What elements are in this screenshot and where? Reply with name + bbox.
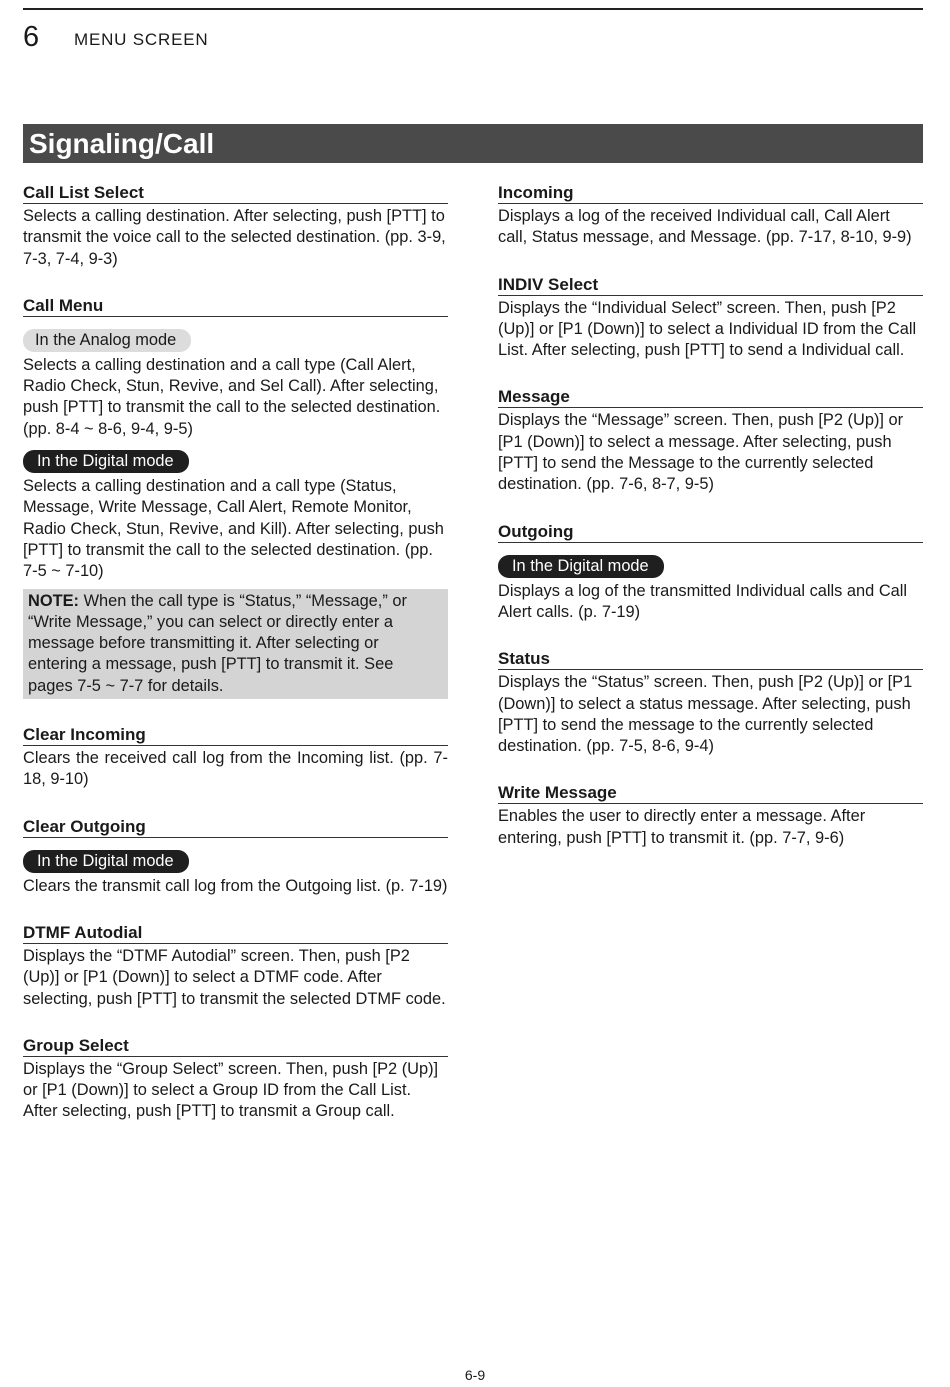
clear-outgoing-heading: Clear Outgoing [23, 816, 448, 838]
section-banner: Signaling/Call [23, 124, 923, 163]
indiv-select-section [498, 274, 923, 362]
call-menu-digital-description: Selects a calling destination and a call type (Status, Message, Write Message, Call Alert, Remote Monitor, Radio Check, Stun, Revive, and Kill). After selecting, push [PTT] to transmit the call to the selected destination. (pp. 7-5 ~ 7-10) [23, 477, 444, 581]
group-select-section [23, 1035, 448, 1123]
digital-mode-badge: In the Digital mode [23, 450, 189, 473]
dtmf-autodial-heading: DTMF Autodial [23, 922, 448, 944]
call-menu-heading: Call Menu [23, 295, 448, 317]
clear-outgoing-description: Clears the transmit call log from the Outgoing list. (p. 7-19) [23, 876, 448, 895]
group-select-description: Displays the “Group Select” screen. Then, push [P2 (Up)] or [P1 (Down)] to select a Group ID from the Call List. After selecting, push [PTT] to transmit a Group call. [23, 1059, 439, 1121]
right-column [498, 182, 923, 874]
status-heading: Status [498, 648, 923, 670]
call-menu-section [23, 295, 448, 699]
dtmf-autodial-description: Displays the “DTMF Autodial” screen. Then, push [P2 (Up)] or [P1 (Down)] to select a DTMF code. After selecting, push [PTT] to transmit the selected DTMF code. [23, 946, 446, 1008]
indiv-select-heading: INDIV Select [498, 274, 923, 296]
outgoing-section [498, 521, 923, 624]
incoming-heading: Incoming [498, 182, 923, 204]
message-description: Displays the “Message” screen. Then, push [P2 (Up)] or [P1 (Down)] to select a message. After selecting, push [PTT] to send the Message to the currently selected destination. (pp. 7-6, 8-7, 9-5) [498, 411, 904, 494]
outgoing-heading: Outgoing [498, 521, 923, 543]
message-section [498, 386, 923, 495]
write-message-section [498, 782, 923, 849]
clear-incoming-heading: Clear Incoming [23, 724, 448, 746]
incoming-section [498, 182, 923, 249]
status-section [498, 648, 923, 757]
indiv-select-description: Displays the “Individual Select” screen. Then, push [P2 (Up)] or [P1 (Down)] to select a Individual ID from the Call List. After selecting, push [PTT] to send a Individual call. [498, 298, 917, 360]
chapter-title: MENU SCREEN [74, 30, 209, 49]
chapter-number: 6 [23, 21, 40, 53]
clear-incoming-section [23, 724, 448, 791]
note-label: NOTE: [28, 591, 79, 610]
top-rule [23, 8, 923, 10]
digital-mode-badge: In the Digital mode [23, 850, 189, 873]
outgoing-description: Displays a log of the transmitted Individual calls and Call Alert calls. (p. 7-19) [498, 581, 908, 621]
left-column [23, 182, 448, 1148]
call-list-select-description: Selects a calling destination. After selecting, push [PTT] to transmit the voice call to the selected destination. (pp. 3-9, 7-3, 7-4, 9-3) [23, 207, 446, 268]
page-number: 6-9 [464, 1367, 486, 1383]
call-list-select-section [23, 182, 448, 270]
digital-mode-badge: In the Digital mode [498, 555, 664, 578]
status-description: Displays the “Status” screen. Then, push [P2 (Up)] or [P1 (Down)] to select a status message. After selecting, push [PTT] to send the message to the currently selected destination. (pp. 7-5, 8-6, 9-4) [498, 673, 913, 756]
incoming-description: Displays a log of the received Individual call, Call Alert call, Status message, and Message. (pp. 7-17, 8-10, 9-9) [498, 207, 912, 247]
write-message-heading: Write Message [498, 782, 923, 804]
note-text: When the call type is “Status,” “Message,” or “Write Message,” you can select or directly enter a message before transmitting it. After selecting or entering a message, push [PTT] to transmit it. See pages 7-5 ~ 7-7 for details. [28, 591, 407, 695]
group-select-heading: Group Select [23, 1035, 448, 1057]
message-heading: Message [498, 386, 923, 408]
call-list-select-heading: Call List Select [23, 182, 448, 204]
call-menu-analog-description: Selects a calling destination and a call type (Call Alert, Radio Check, Stun, Revive, and Sel Call). After selecting, push [PTT] to transmit the call to the selected destination. (pp. 8-4 ~ 8-6, 9-4, 9-5) [23, 355, 441, 438]
call-menu-note [23, 589, 448, 699]
analog-mode-badge: In the Analog mode [23, 329, 191, 352]
clear-outgoing-section [23, 816, 448, 897]
dtmf-autodial-section [23, 922, 448, 1010]
clear-incoming-description: Clears the received call log from the Incoming list. (pp. 7-18, 9-10) [23, 749, 448, 789]
write-message-description: Enables the user to directly enter a message. After entering, push [PTT] to transmit it. (pp. 7-7, 9-6) [498, 807, 866, 847]
